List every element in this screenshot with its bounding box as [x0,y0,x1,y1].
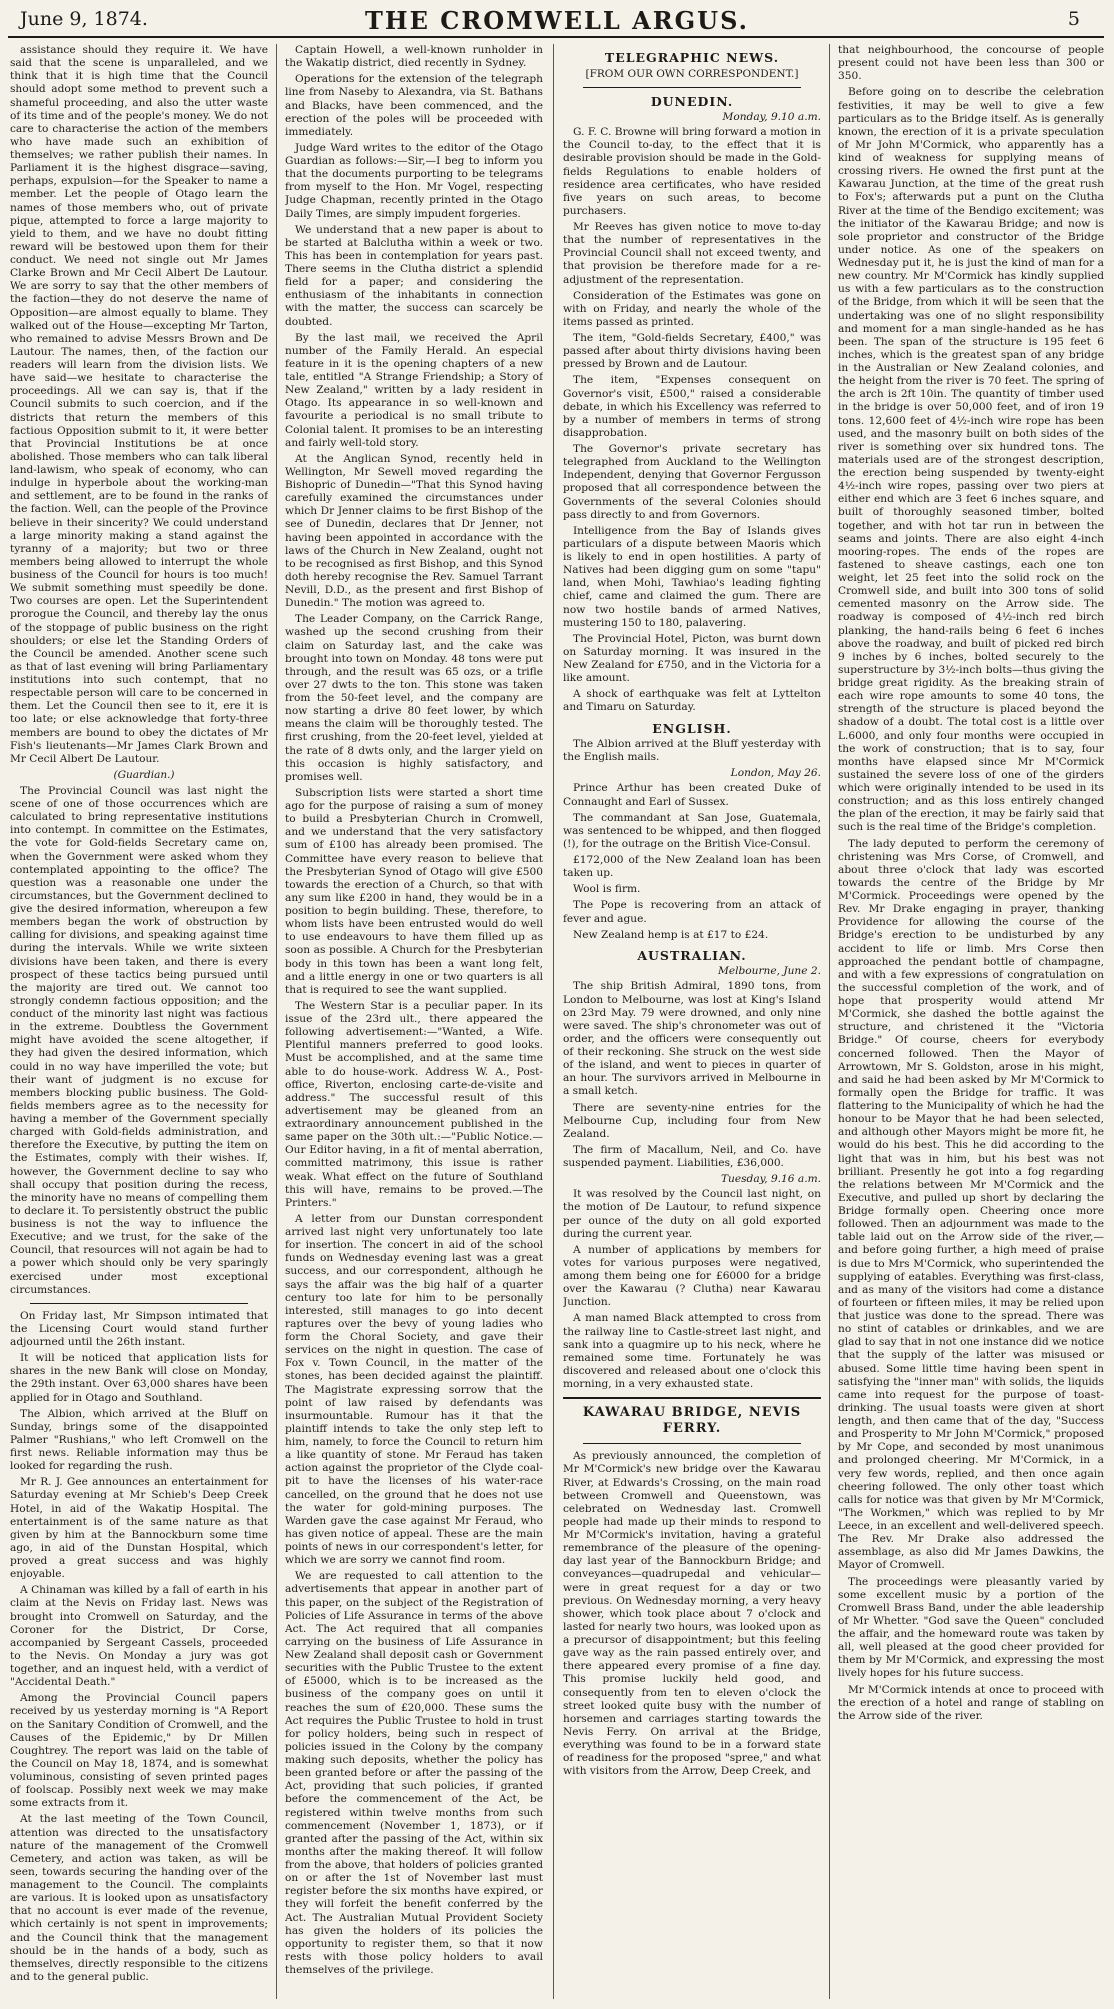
news-paragraph: On Friday last, Mr Simpson intimated that the Licensing Court would stand further adjourned until the 26th instant. [10,1309,268,1349]
telegram-paragraph: New Zealand hemp is at £17 to £24. [573,928,769,941]
editorial-paragraph: The Provincial Council was last night the scene of one of those occurrences which are calculated to bring representative institutions into contempt. In committee on the Estimates, the vote for Gold-fields Secretary came on, when the Government were asked whom they contemplated appointing to the office? The question was a reasonable one under the circumstances, but the Government declined to give the desired information, whereupon a few members began the work of obstruction by calling for divisions, and speaking against time during the intervals. While we write sixteen divisions have been taken, and there is every prospect of these tactics being pursued until the majority are tired out. We cannot too strongly condemn factious opposition; and the conduct of the minority last night was factious in the extreme. Doubtless the Government might have avoided the scene altogether, if they had given the desired information, which could in no way have imperilled the vote; but their want of judgment is no excuse for members blocking public business. The Gold-fields members agree as to the necessity for having a member of the Government specially charged with Gold-fields administration, and therefore the Executive, by putting the item on the Estimates, comply with their wishes. If, however, the Government decline to say who shall occupy that position during the recess, the minority have no means of compelling them to declare it. To persistently obstruct the public business is not the way to influence the Executive; and we trust, for the sake of the Council, that resources will not again be had to a power which should only be very sparingly exercised under most exceptional circumstances. [10,784,268,1296]
news-paragraph: The Western Star is a peculiar paper. In its issue of the 23rd ult., there appeared the following advertisement:—"Wanted, a Wife. Plentiful manners preferred to good looks. Must be accomplished, and at the same time able to do house-work. Address W. A., Post-office, Riverton, enclosing carte-de-visite and address." The successful result of this advertisement may be gleaned from an extraordinary announcement published in the same paper on the 30th ult.:—"Public Notice.—Our Editor having, in a fit of mental aberration, committed matrimony, this issue is rather weak. What effect on the future of Southland this will have, remains to be proved.—The Printers." [285,999,543,1209]
column-2 [285,44,543,1999]
masthead-rule [8,36,1104,38]
telegram-paragraph: A number of applications by members for votes for various purposes were negatived, among them being one for £6000 for a bridge over the Kawarau (? Clutha) near Kawarau Junction. [563,1243,821,1309]
separator [583,1443,801,1444]
article-paragraph: The proceedings were pleasantly varied by some excellent music by a portion of the Cromwell Brass Band, under the able leadership of Mr Whetter. "God save the Queen" concluded the affair, and the homeward route was taken by all, well pleased at the good cheer provided for them by Mr M'Cormick, and expressing the most lively hopes for his future success. [838,1575,1104,1680]
telegram-paragraph: G. F. C. Browne will bring forward a motion in the Council to-day, to the effect that it is desirable provision should be made in the Gold-fields Regulations to enable holders of residence area certificates, who have resided five years on such areas, to become purchasers. [563,126,821,217]
article-paragraph: The lady deputed to perform the ceremony of christening was Mrs Corse, of Cromwell, and about three o'clock that lady was escorted towards the centre of the Bridge by Mr M'Cormick. Proceedings were opened by the Rev. Mr Drake engaging in prayer, thanking Providence for allowing the course of the Bridge's erection to be undisturbed by any accident to life or limb. Mrs Corse then approached the pendant bottle of champagne, and with a few expressions of congratulation on the successful completion of the work, and of hope that prosperity would attend Mr M'Cormick, she dashed the bottle against the structure, and christened it the "Victoria Bridge." Of course, cheers for everybody concerned followed. Then the Mayor of Arrowtown, Mr S. Goldston, arose in his might, and said he had been asked by Mr M'Cormick to formally open the Bridge for traffic. It was flattering to the Municipality of which he had the honour to be Mayor that he had been selected, and although other Mayors might be more fit, he would do his best. This he did according to the light that was in him, but his best was not brilliant. Presently he got into a fog regarding the relations between Mr M'Cormick and the Executive, and pulled up short by declaring the Bridge formally open. Cheering once more followed. Then an adjournment was made to the table laid out on the Arrow side of the river,—and before going further, a high meed of praise is due to Mrs M'Cormick, who superintended the supplying of eatables. Everything was first-class, and as many of the visitors had come a distance of fourteen or fifteen miles, it may be relied upon that justice was done to the spread. There was no stint of catables or drinkables, and we are glad to say that in not one instance did we notice that the supply of the latter was misused or abused. Some little time having been spent in satisfying the "inner man" with solids, the liquids came into request for the purpose of toast-drinking. The usual toasts were given at short length, and then came that of the day, "Success and Prosperity to Mr John M'Cormick," proposed by Mr Cope, and seconded by most unanimous and prolonged cheering. Mr M'Cormick, in a very few words, replied, and then once again cheering followed. The only other toast which calls for notice was that given by Mr M'Cormick, "The Workmen," which was replied to by Mr Leece, in an excellent and well-delivered speech. The Rev. Mr Drake also addressed the assemblage, as also did Mr James Dawkins, the Mayor of Cromwell. [838,837,1104,1572]
column-4 [838,44,1104,1999]
separator [30,1303,248,1304]
dateline: London, May 26. [730,767,821,780]
newspaper-title: THE CROMWELL ARGUS. [365,6,749,35]
telegram-paragraph: £172,000 of the New Zealand loan has been taken up. [563,854,821,880]
telegram-paragraph: It was resolved by the Council last night, on the motion of De Lautour, to refund sixpence per ounce of the duty on all gold exported during the current year. [563,1188,821,1240]
dateline: Melbourne, June 2. [717,965,821,978]
article-paragraph: that neighbourhood, the concourse of people present could not have been less than 300 or 350. [838,44,1104,83]
telegram-paragraph: Consideration of the Estimates was gone on with on Friday, and nearly the whole of the items passed as printed. [563,289,821,328]
telegram-paragraph: The Pope is recovering from an attack of fever and ague. [563,899,821,925]
telegram-paragraph: Intelligence from the Bay of Islands gives particulars of a dispute between Maoris which is likely to end in open hostilities. A party of Natives had been digging gum on some "tapu" land, when Mohi, Tawhiao's leading fighting chief, came and claimed the gum. There are now two hostile bands of armed Natives, mustering 150 to 180, palavering. [563,524,821,629]
news-paragraph: The Leader Company, on the Carrick Range, washed up the second crushing from their claim on Saturday last, and the cake was brought into town on Monday. 48 tons were put through, and the result was 65 ozs, or a trifle over 27 dwts to the ton. This stone was taken from the 50-feet level, and the company are now starting a drive 80 feet lower, by which means the claim will be thoroughly tested. The first crushing, from the 20-feet level, yielded at the rate of 8 dwts only, and the larger yield on this occasion is highly satisfactory, and promises well. [285,613,543,783]
separator [583,87,801,88]
telegram-paragraph: The Governor's private secretary has telegraphed from Auckland to the Wellington Independent, denying that Governor Fergusson proposed that all correspondence between the Governments of the several Colonies should pass directly to and from Governors. [563,443,821,521]
news-paragraph: We understand that a new paper is about to be started at Balclutha within a week or two. This has been in contemplation for years past. There seems in the Clutha district a splendid field for a paper; and considering the enthusiasm of the inhabitants in connection with the matter, the success can scarcely be doubted. [285,223,543,328]
news-paragraph: At the last meeting of the Town Council, attention was directed to the unsatisfactory nature of the management of the Cromwell Cemetery, and action was taken, as will be seen, towards securing the handing over of the management to the Council. The complaints are various. It is looked upon as unsatisfactory that no account is ever made of the revenue, which certainly is not spent in improvements; and the Council think that the management should be in the hands of a body, such as themselves, directly responsible to the citizens and to the general public. [10,1813,268,1983]
issue-date: June 9, 1874. [20,8,148,30]
news-paragraph: Operations for the extension of the telegraph line from Naseby to Alexandra, via St. Bathans and Blacks, have been commenced, and the erection of the poles will be proceeded with immediately. [285,73,543,138]
telegraphic-news-heading: TELEGRAPHIC NEWS. [604,50,780,65]
telegram-paragraph: Mr Reeves has given notice to move to-day that the number of representatives in the Provincial Council shall not exceed twenty, and that provision be therefore made for a re-adjustment of the representation. [563,221,821,286]
news-paragraph: Among the Provincial Council papers received by us yesterday morning is "A Report on the Sanitary Condition of Cromwell, and the Causes of the Epidemic," by Dr Millen Coughtrey. The report was laid on the table of the Council on May 18, 1874, and is somewhat voluminous, consisting of seven printed pages of foolscap. Possibly next week we may make some extracts from it. [10,1692,268,1810]
australian-heading: AUSTRALIAN. [637,947,747,963]
correspondent-subheading: [FROM OUR OWN CORRESPONDENT.] [585,67,799,80]
guardian-credit: (Guardian.) [113,768,175,781]
telegram-paragraph: The ship British Admiral, 1890 tons, from London to Melbourne, was lost at King's Island on 23rd May. 79 were drowned, and only nine were saved. The ship's chronometer was out of order, and the officers were consequently out of their reckoning. She struck on the west side of the island, and went to pieces in quarter of an hour. The survivors arrived in Melbourne in a small ketch. [563,980,821,1098]
news-paragraph: Subscription lists were started a short time ago for the purpose of raising a sum of money to build a Presbyterian Church in Cromwell, and we understand that the very satisfactory sum of £100 has already been promised. The Committee have every reason to believe that the Presbyterian Synod of Otago will give £500 towards the erection of a Church, so that with any sum like £200 in hand, they would be in a position to begin building. These, therefore, to whom lists have been entrusted would do well to use endeavours to have them filled up as soon as possible. A Church for the Presbyterian body in this town has been a want long felt, and a little energy in one or two quarters is all that is required to see the want supplied. [285,786,543,996]
dateline: Tuesday, 9.16 a.m. [720,1173,821,1186]
telegram-paragraph: There are seventy-nine entries for the Melbourne Cup, including four from New Zealand. [563,1101,821,1140]
column-divider [276,44,277,1999]
english-heading: ENGLISH. [652,720,732,736]
news-paragraph: It will be noticed that application lists for shares in the new Bank will close on Monday, the 29th instant. Over 63,000 shares have been applied for in Otago and Southland. [10,1352,268,1404]
telegram-paragraph: Wool is firm. [573,883,641,896]
kawarau-bridge-heading: KAWARAU BRIDGE, NEVIS FERRY. [582,1405,802,1437]
news-paragraph: By the last mail, we received the April number of the Family Herald. An especial feature in it is the opening chapters of a new tale, entitled "A Strange Friendship; a Story of New Zealand," written by a lady resident in Otago. Its appearance in so well-known and favourite a periodical is no small tribute to Colonial talent. It promises to be an interesting and fairly well-told story. [285,331,543,449]
column-divider [553,44,554,1999]
news-paragraph: We are requested to call attention to the advertisements that appear in another part of this paper, on the subject of the Registration of Policies of Life Assurance in terms of the above Act. The Act required that all companies carrying on the business of Life Assurance in New Zealand shall deposit cash or Government securities with the Public Trustee to the extent of £5000, which is to be increased as the business of the company goes on until it reaches the sum of £20,000. These sums the Act requires the Public Trustee to hold in trust for policy holders, being such in respect of policies issued in the Colony by the company making such deposits, whether the policy has been granted before or after the passing of the Act, providing that such policies, if granted before the commencement of the Act, be registered within twelve months from such commencement (November 1, 1873), or if granted after the passing of the Act, within six months after the making thereof. It will follow from the above, that holders of policies granted on or after the 1st of November last must register before the six months have expired, or they will forfeit the benefit conferred by the Act. The Australian Mutual Provident Society has given the holders of its policies the opportunity to register them, so that it now rests with those policy holders to avail themselves of the privilege. [285,1570,543,1976]
article-paragraph: Mr M'Cormick intends at once to proceed with the erection of a hotel and range of stabling on the Arrow side of the river. [838,1683,1104,1722]
telegram-paragraph: The item, "Gold-fields Secretary, £400," was passed after about thirty divisions having been pressed by Brown and de Lautour. [563,332,821,371]
column-1 [10,44,268,1999]
separator [563,1397,821,1399]
article-paragraph: Before going on to describe the celebration festivities, it may be well to give a few particulars as to the Bridge itself. As is generally known, the erection of it is a private speculation of Mr John M'Cormick, who apparently has a kind of weakness for supplying means of crossing rivers. He owned the first punt at the Kawarau Junction, at the time of the great rush to Fox's; afterwards put a punt on the Clutha River at the time of the Bendigo excitement; was the initiator of the Kawarau Bridge; and now is sole proprietor and constructor of the Bridge under notice. As one of the speakers on Wednesday put it, he is just the kind of man for a new country. Mr M'Cormick has kindly supplied us with a few particulars as to the construction of the Bridge, from which it will be seen that the undertaking was one of no slight responsibility and moment for a man single-handed as he has been. The span of the structure is 195 feet 6 inches, which is the greatest span of any bridge in the Australian or New Zealand colonies, and the height from the river is 70 feet. The spring of the arch is 2ft 10in. The quantity of timber used in the bridge is over 50,000 feet, and of iron 19 tons. 12,600 feet of 4½-inch wire rope has been used, and the masonry built on both sides of the river is something over six hundred tons. The materials used are of the strongest description, the erection being suspended by twenty-eight 4½-inch wire ropes, passing over two piers at either end which are 3 feet 6 inches square, and built of thoroughly seasoned timber, bolted together, and with hot tar run in between the seams and joints. There are also eight 4-inch mooring-ropes. The ends of the ropes are fastened to sheave castings, each one ton weight, let 25 feet into the solid rock on the Cromwell side, and built into 300 tons of solid cemented masonry on the Arrow side. The roadway is composed of 4½-inch red birch planking, the hand-rails being 6 feet 6 inches above the roadway, and built of picked red birch 9 inches by 6 inches, bolted securely to the superstructure by 3½-inch bolts—thus giving the bridge great rigidity. As the breaking strain of each wire rope amounts to some 40 tons, the strength of the structure is placed beyond the shadow of a doubt. The total cost is a little over L.6000, and only four months were occupied in the work of construction; that is to say, four months have elapsed since Mr M'Cormick sustained the severe loss of one of the girders which were originally intended to be used in its construction; and as this loss entirely changed the plan of the erection, it may be fairly said that such is the real time of the Bridge's completion. [838,86,1104,834]
telegram-paragraph: The Albion arrived at the Bluff yesterday with the English mails. [563,738,821,764]
telegram-paragraph: The commandant at San Jose, Guatemala, was sentenced to be whipped, and then flogged (!), for the outrage on the British Vice-Consul. [563,811,821,850]
news-paragraph: At the Anglican Synod, recently held in Wellington, Mr Sewell moved regarding the Bishopric of Dunedin—"That this Synod having carefully examined the circumstances under which Dr Jenner claims to be first Bishop of the see of Dunedin, declares that Dr Jenner, not having been appointed in accordance with the laws of the Church in New Zealand, ought not to be recognised as first Bishop, and this Synod doth hereby recognise the Rev. Samuel Tarrant Nevill, D.D., as the present and first Bishop of Dunedin." The motion was agreed to. [285,452,543,610]
telegram-paragraph: A shock of earthquake was felt at Lyttelton and Timaru on Saturday. [563,688,821,714]
dateline: Monday, 9.10 a.m. [722,111,821,124]
article-paragraph: As previously announced, the completion of Mr M'Cormick's new bridge over the Kawarau River, at Edwards's Crossing, on the main road between Cromwell and Queenstown, was celebrated on Wednesday last. Cromwell people had made up their minds to respond to Mr M'Cormick's invitation, having a grateful remembrance of the pleasure of the opening-day last year of the Bannockburn Bridge; and conveyances—quadrupedal and vehicular—were in great request for a day or two previous. On Wednesday morning, a very heavy shower, which took place about 7 o'clock and lasted for nearly two hours, was looked upon as a precursor of disappointment; but this feeling gave way as the rain passed entirely over, and there appeared every promise of a fine day. This promise luckily held good, and consequently from ten to eleven o'clock the street looked quite busy with the number of horsemen and carriages starting towards the Nevis Ferry. On arrival at the Bridge, everything was found to be in a forward state of readiness for the proposed "spree," and what with visitors from the Arrow, Deep Creek, and [563,1450,821,1778]
masthead [0,0,1114,40]
news-paragraph: A Chinaman was killed by a fall of earth in his claim at the Nevis on Friday last. News was brought into Cromwell on Saturday, and the Coroner for the District, Dr Corse, accompanied by Sergeant Cassels, proceeded to the Nevis. On Monday a jury was got together, and an inquest held, with a verdict of "Accidental Death." [10,1584,268,1689]
news-paragraph: Mr R. J. Gee announces an entertainment for Saturday evening at Mr Schieb's Deep Creek Hotel, in aid of the Wakatip Hospital. The entertainment is of the same nature as that given by him at the Bannockburn some time ago, in aid of the Dunstan Hospital, which proved a great success and was highly enjoyable. [10,1476,268,1581]
news-paragraph: A letter from our Dunstan correspondent arrived last night very unfortunately too late for insertion. The concert in aid of the school funds on Wednesday evening last was a great success, and our correspondent, although he says the affair was the big half of a quarter century too late for him to be personally interested, still manages to go into decent raptures over the bevy of young ladies who form the Choral Society, and gave their services on the night in question. The case of Fox v. Town Council, in the matter of the stones, has been decided against the plaintiff. The Magistrate expressing sorrow that the point of law raised by defendants was insurmountable. Rumour has it that the plaintiff intends to take the only step left to him, namely, to force the Council to return him a like quantity of stone. Mr Feraud has taken action against the proprietor of the Clyde coal-pit to have the licenses of his water-race cancelled, on the ground that he does not use the water for gold-mining purposes. The Warden gave the case against Mr Feraud, who has given notice of appeal. These are the main points of news in our correspondent's letter, for which we are sorry we cannot find room. [285,1212,543,1567]
news-paragraph: The Albion, which arrived at the Bluff on Sunday, brings some of the disappointed Palmer "Rushians," who left Cromwell on the first news. Reliable information may thus be looked for regarding the rush. [10,1407,268,1473]
telegram-paragraph: The item, "Expenses consequent on Governor's visit, £500," raised a considerable debate, in which his Excellency was referred to by a number of members in terms of strong disapprobation. [563,374,821,439]
news-paragraph: Judge Ward writes to the editor of the Otago Guardian as follows:—Sir,—I beg to inform you that the documents purporting to be telegrams from myself to the Hon. Mr Vogel, respecting Judge Chapman, recently printed in the Otago Daily Times, are simply impudent forgeries. [285,141,543,220]
column-3 [563,44,821,1999]
editorial-paragraph: assistance should they require it. We have said that the scene is unparalleled, and we think that it is high time that the Council should adopt some method to prevent such a shameful proceeding, and also the utter waste of its time and of the people's money. We do not care to characterise the action of the members who have made such an exhibition of themselves; we rather publish their names. In Parliament it is the highest disgrace—saving, perhaps, expulsion—for the Speaker to name a member. Let the people of Otago learn the names of those members who, out of private pique, attempted to force a large majority to yield to them, and we have no doubt fitting reward will be bestowed upon them for their conduct. We need not single out Mr James Clarke Brown and Mr Cecil Albert De Lautour. We are sorry to say that the other members of the faction—they do not deserve the name of Opposition—are almost equally to blame. They walked out of the House—excepting Mr Tarton, who remained to advise Messrs Brown and De Lautour. The names, then, of the faction our readers will learn from the division lists. We have said—we hesitate to characterise the proceedings. All we can say is, that if the Council submits to such coercion, and if the districts that return the members of this factious Opposition submit to it, it were better that Provincial Institutions be at once abolished. Those members who can talk liberal land-lawism, who speak of economy, who can indulge in hyperbole about the working-man and settlement, are to be found in the ranks of the faction. Well, can the people of the Province believe in their sincerity? We could understand a large minority making a stand against the tyranny of a majority; but two or three members being allowed to interrupt the whole business of the Council for hours is too much! We submit something must speedily be done. Two courses are open. Let the Superintendent prorogue the Council, and thereby lay the onus of the stoppage of public business on the right shoulders; or else let the Standing Orders of the Council be amended. Another scene such as that of last evening will bring Parliamentary institutions into such contempt, that no respectable person will care to be concerned in them. Let the Council then see to it, ere it is too late; or else acknowledge that forty-three members are bound to obey the dictates of Mr Fish's lieutenants—Mr James Clark Brown and Mr Cecil Albert De Lautour. [10,44,268,765]
dunedin-heading: DUNEDIN. [650,93,734,109]
telegram-paragraph: Prince Arthur has been created Duke of Connaught and Earl of Sussex. [563,782,821,808]
telegram-paragraph: A man named Black attempted to cross from the railway line to Castle-street last night, and sank into a quagmire up to his neck, where he remained some time. Fortunately he was discovered and released about one o'clock this morning, in a very exhausted state. [563,1312,821,1391]
column-divider [829,44,830,1999]
page-number: 5 [1067,8,1080,30]
news-paragraph: Captain Howell, a well-known runholder in the Wakatip district, died recently in Sydney. [285,44,543,70]
telegram-paragraph: The Provincial Hotel, Picton, was burnt down on Saturday morning. It was insured in the New Zealand for £750, and in the Victoria for a like amount. [563,632,821,685]
telegram-paragraph: The firm of Macallum, Neil, and Co. have suspended payment. Liabilities, £36,000. [563,1143,821,1170]
